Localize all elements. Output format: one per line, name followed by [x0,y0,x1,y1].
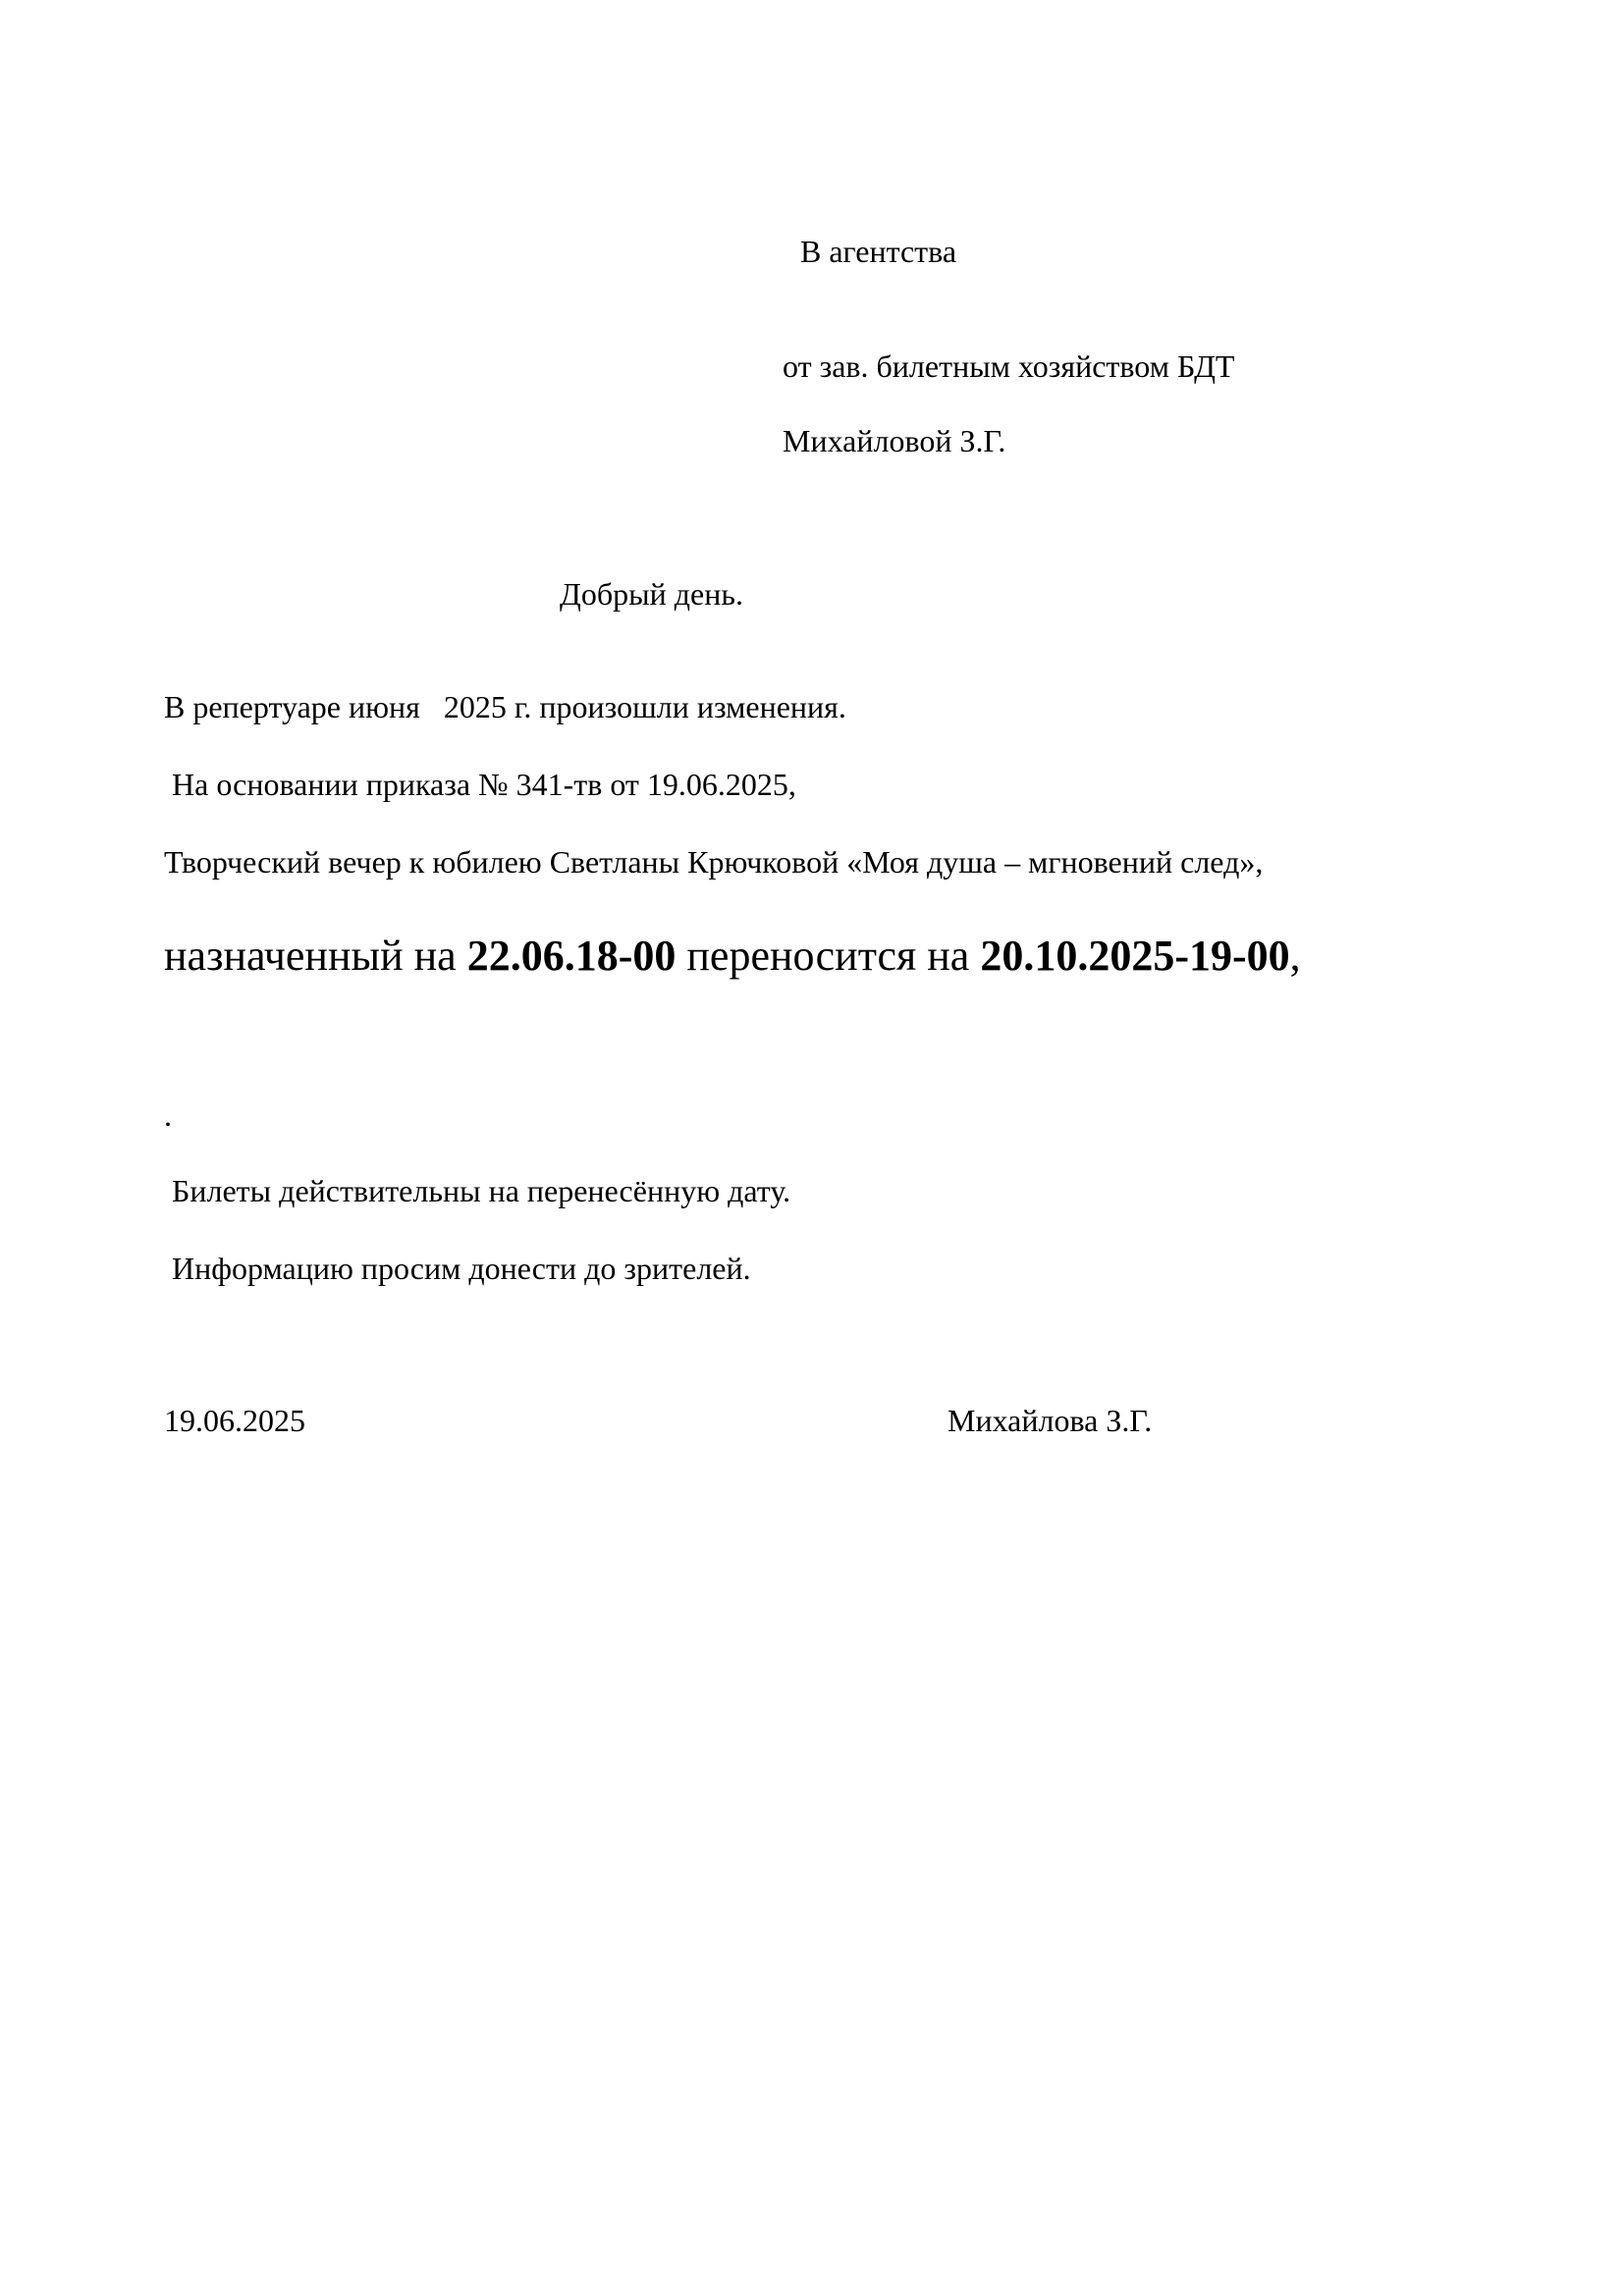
reschedule-suffix: , [1289,932,1301,980]
reschedule-line [164,934,1301,978]
signature-name: Михайлова З.Г. [947,1403,1153,1438]
inform-viewers-line: Информацию просим донести до зрителей. [164,1251,751,1286]
greeting: Добрый день. [560,576,743,612]
addressee: В агентства [800,234,957,269]
sender-name: Михайловой З.Г. [783,423,1006,458]
repertoire-change-line: В репертуаре июня 2025 г. произошли изменения. [164,689,846,724]
reschedule-prefix: назначенный на [164,932,467,980]
new-date: 20.10.2025-19-00 [980,932,1290,980]
old-date: 22.06.18-00 [466,932,677,980]
stray-dot: . [164,1097,172,1133]
event-title-line: Творческий вечер к юбилею Светланы Крючковой «Моя душа – мгновений след», [164,844,1264,880]
tickets-valid-line: Билеты действительны на перенесённую дату. [164,1173,791,1208]
document-date: 19.06.2025 [164,1403,305,1438]
reschedule-middle: переносится на [676,932,981,980]
order-reference-line: На основании приказа № 341-тв от 19.06.2025, [164,767,796,802]
sender-position: от зав. билетным хозяйством БДТ [783,348,1235,384]
